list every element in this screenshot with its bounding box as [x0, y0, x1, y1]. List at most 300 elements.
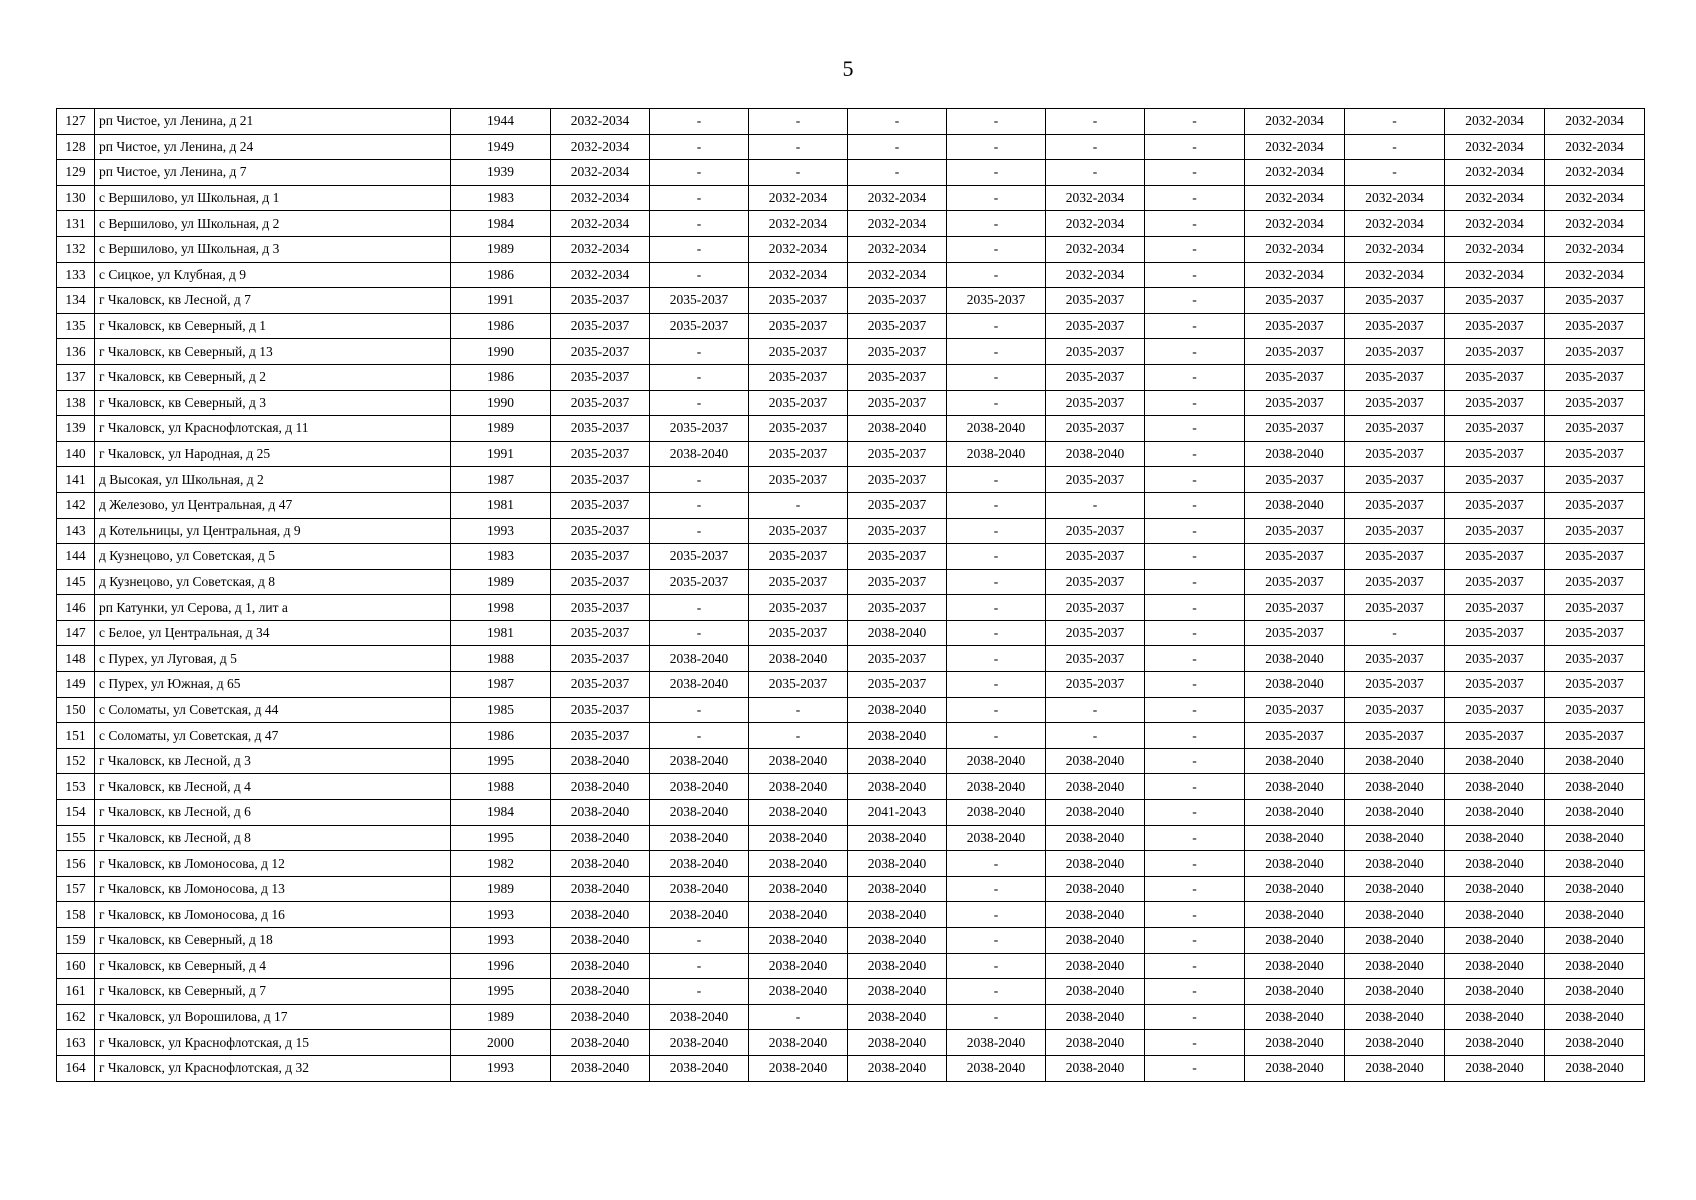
address-cell: г Чкаловск, ул Народная, д 25 — [95, 441, 451, 467]
period-cell: - — [1145, 288, 1245, 314]
period-cell: 2032-2034 — [749, 211, 848, 237]
table-row — [57, 211, 1645, 237]
table-row — [57, 288, 1645, 314]
period-cell: 2038-2040 — [1245, 748, 1345, 774]
period-cell: 2038-2040 — [848, 697, 947, 723]
period-cell: 2035-2037 — [1245, 288, 1345, 314]
table-row — [57, 544, 1645, 570]
period-cell: 2035-2037 — [1445, 364, 1545, 390]
period-cell: - — [650, 236, 749, 262]
period-cell: 2038-2040 — [1046, 748, 1145, 774]
table-row — [57, 979, 1645, 1005]
period-cell: 2038-2040 — [848, 723, 947, 749]
address-cell: д Кузнецово, ул Советская, д 8 — [95, 569, 451, 595]
address-cell: д Котельницы, ул Центральная, д 9 — [95, 518, 451, 544]
table-row — [57, 109, 1645, 135]
period-cell: 2032-2034 — [1046, 211, 1145, 237]
period-cell: - — [947, 185, 1046, 211]
period-cell: - — [1145, 825, 1245, 851]
period-cell: 2035-2037 — [551, 364, 650, 390]
period-cell: 2032-2034 — [1245, 211, 1345, 237]
period-cell: - — [947, 467, 1046, 493]
table-row — [57, 441, 1645, 467]
row-number-cell: 159 — [57, 928, 95, 954]
period-cell: - — [1046, 723, 1145, 749]
period-cell: 2035-2037 — [1445, 288, 1545, 314]
period-cell: - — [650, 697, 749, 723]
period-cell: 2038-2040 — [551, 928, 650, 954]
period-cell: - — [1145, 748, 1245, 774]
period-cell: - — [749, 697, 848, 723]
period-cell: - — [1145, 441, 1245, 467]
period-cell: - — [1145, 236, 1245, 262]
period-cell: 2038-2040 — [1245, 825, 1345, 851]
period-cell: - — [749, 160, 848, 186]
period-cell: 2035-2037 — [1245, 313, 1345, 339]
period-cell: 2038-2040 — [1445, 800, 1545, 826]
year-cell: 1989 — [451, 876, 551, 902]
period-cell: 2035-2037 — [1345, 518, 1445, 544]
period-cell: 2035-2037 — [1245, 518, 1345, 544]
period-cell: 2038-2040 — [1345, 1004, 1445, 1030]
period-cell: 2035-2037 — [749, 390, 848, 416]
period-cell: 2038-2040 — [650, 876, 749, 902]
period-cell: 2035-2037 — [1445, 390, 1545, 416]
period-cell: 2038-2040 — [1345, 979, 1445, 1005]
period-cell: 2035-2037 — [1245, 697, 1345, 723]
period-cell: - — [1145, 544, 1245, 570]
period-cell: 2035-2037 — [1046, 518, 1145, 544]
period-cell: 2038-2040 — [551, 851, 650, 877]
period-cell: - — [947, 364, 1046, 390]
period-cell: 2032-2034 — [1445, 262, 1545, 288]
period-cell: 2035-2037 — [848, 467, 947, 493]
period-cell: 2035-2037 — [1345, 492, 1445, 518]
period-cell: 2035-2037 — [1046, 646, 1145, 672]
period-cell: 2035-2037 — [551, 288, 650, 314]
period-cell: 2035-2037 — [1245, 620, 1345, 646]
period-cell: - — [947, 902, 1046, 928]
period-cell: 2035-2037 — [848, 595, 947, 621]
address-cell: г Чкаловск, кв Ломоносова, д 13 — [95, 876, 451, 902]
period-cell: 2035-2037 — [1545, 288, 1645, 314]
period-cell: 2032-2034 — [1345, 211, 1445, 237]
period-cell: 2038-2040 — [650, 902, 749, 928]
period-cell: 2038-2040 — [848, 953, 947, 979]
year-cell: 1981 — [451, 620, 551, 646]
period-cell: 2038-2040 — [551, 1004, 650, 1030]
period-cell: 2038-2040 — [848, 416, 947, 442]
period-cell: 2038-2040 — [1545, 979, 1645, 1005]
row-number-cell: 161 — [57, 979, 95, 1005]
period-cell: 2035-2037 — [551, 544, 650, 570]
year-cell: 1983 — [451, 544, 551, 570]
period-cell: 2032-2034 — [1445, 185, 1545, 211]
period-cell: - — [1145, 851, 1245, 877]
row-number-cell: 154 — [57, 800, 95, 826]
period-cell: - — [947, 851, 1046, 877]
period-cell: 2038-2040 — [1345, 876, 1445, 902]
period-cell: - — [650, 928, 749, 954]
table-row — [57, 185, 1645, 211]
period-cell: 2032-2034 — [1445, 134, 1545, 160]
period-cell: 2038-2040 — [1545, 748, 1645, 774]
period-cell: 2035-2037 — [749, 544, 848, 570]
address-cell: г Чкаловск, кв Северный, д 13 — [95, 339, 451, 365]
period-cell: 2038-2040 — [1245, 953, 1345, 979]
period-cell: 2038-2040 — [551, 953, 650, 979]
period-cell: 2038-2040 — [1545, 825, 1645, 851]
period-cell: 2032-2034 — [1345, 236, 1445, 262]
period-cell: 2038-2040 — [1245, 441, 1345, 467]
period-cell: 2038-2040 — [1245, 876, 1345, 902]
period-cell: - — [1145, 416, 1245, 442]
period-cell: 2038-2040 — [1046, 800, 1145, 826]
period-cell: - — [1145, 569, 1245, 595]
period-cell: 2038-2040 — [1545, 876, 1645, 902]
period-cell: 2035-2037 — [848, 390, 947, 416]
period-cell: 2035-2037 — [1046, 390, 1145, 416]
period-cell: 2035-2037 — [1046, 595, 1145, 621]
period-cell: 2035-2037 — [848, 313, 947, 339]
period-cell: 2032-2034 — [551, 134, 650, 160]
period-cell: 2038-2040 — [551, 902, 650, 928]
period-cell: 2035-2037 — [551, 416, 650, 442]
period-cell: - — [947, 211, 1046, 237]
period-cell: - — [947, 160, 1046, 186]
year-cell: 1986 — [451, 262, 551, 288]
period-cell: 2038-2040 — [1345, 953, 1445, 979]
row-number-cell: 132 — [57, 236, 95, 262]
period-cell: 2038-2040 — [1046, 876, 1145, 902]
period-cell: 2038-2040 — [1545, 953, 1645, 979]
year-cell: 1988 — [451, 646, 551, 672]
period-cell: 2038-2040 — [1046, 774, 1145, 800]
period-cell: 2038-2040 — [1545, 1030, 1645, 1056]
period-cell: - — [1145, 774, 1245, 800]
period-cell: 2032-2034 — [1545, 134, 1645, 160]
period-cell: 2038-2040 — [947, 800, 1046, 826]
row-number-cell: 152 — [57, 748, 95, 774]
period-cell: 2035-2037 — [1245, 364, 1345, 390]
period-cell: 2038-2040 — [551, 825, 650, 851]
row-number-cell: 157 — [57, 876, 95, 902]
address-cell: с Пурех, ул Южная, д 65 — [95, 672, 451, 698]
year-cell: 1996 — [451, 953, 551, 979]
row-number-cell: 147 — [57, 620, 95, 646]
row-number-cell: 134 — [57, 288, 95, 314]
period-cell: 2038-2040 — [1445, 1055, 1545, 1081]
period-cell: 2035-2037 — [749, 620, 848, 646]
period-cell: - — [1145, 672, 1245, 698]
year-cell: 1991 — [451, 441, 551, 467]
period-cell: 2038-2040 — [650, 748, 749, 774]
year-cell: 1989 — [451, 569, 551, 595]
period-cell: - — [1046, 492, 1145, 518]
period-cell: 2035-2037 — [1545, 672, 1645, 698]
period-cell: 2038-2040 — [1445, 1004, 1545, 1030]
period-cell: - — [1145, 800, 1245, 826]
row-number-cell: 142 — [57, 492, 95, 518]
period-cell: - — [947, 339, 1046, 365]
period-cell: 2032-2034 — [1445, 160, 1545, 186]
period-cell: - — [1046, 134, 1145, 160]
period-cell: 2032-2034 — [551, 185, 650, 211]
period-cell: 2035-2037 — [749, 518, 848, 544]
period-cell: 2035-2037 — [749, 339, 848, 365]
period-cell: 2035-2037 — [848, 288, 947, 314]
period-cell: 2038-2040 — [1245, 492, 1345, 518]
row-number-cell: 137 — [57, 364, 95, 390]
period-cell: - — [1145, 211, 1245, 237]
year-cell: 2000 — [451, 1030, 551, 1056]
period-cell: 2038-2040 — [650, 1055, 749, 1081]
period-cell: - — [947, 569, 1046, 595]
period-cell: 2035-2037 — [551, 339, 650, 365]
row-number-cell: 140 — [57, 441, 95, 467]
period-cell: 2035-2037 — [1545, 620, 1645, 646]
period-cell: - — [650, 185, 749, 211]
period-cell: 2035-2037 — [1046, 544, 1145, 570]
period-cell: 2038-2040 — [1046, 979, 1145, 1005]
year-cell: 1991 — [451, 288, 551, 314]
period-cell: 2032-2034 — [1245, 160, 1345, 186]
period-cell: - — [1145, 953, 1245, 979]
period-cell: - — [947, 876, 1046, 902]
period-cell: 2038-2040 — [1245, 928, 1345, 954]
period-cell: 2035-2037 — [1345, 723, 1445, 749]
address-cell: рп Чистое, ул Ленина, д 24 — [95, 134, 451, 160]
address-cell: с Вершилово, ул Школьная, д 2 — [95, 211, 451, 237]
period-cell: 2035-2037 — [1445, 492, 1545, 518]
period-cell: 2035-2037 — [1445, 672, 1545, 698]
period-cell: - — [947, 544, 1046, 570]
row-number-cell: 155 — [57, 825, 95, 851]
address-cell: г Чкаловск, кв Северный, д 3 — [95, 390, 451, 416]
address-cell: с Соломаты, ул Советская, д 47 — [95, 723, 451, 749]
address-cell: г Чкаловск, кв Ломоносова, д 16 — [95, 902, 451, 928]
year-cell: 1989 — [451, 236, 551, 262]
period-cell: 2038-2040 — [1445, 748, 1545, 774]
period-cell: 2035-2037 — [1545, 339, 1645, 365]
table-row — [57, 748, 1645, 774]
period-cell: - — [1145, 467, 1245, 493]
period-cell: 2038-2040 — [650, 774, 749, 800]
period-cell: 2035-2037 — [1545, 595, 1645, 621]
period-cell: - — [1145, 492, 1245, 518]
period-cell: 2038-2040 — [848, 851, 947, 877]
period-cell: 2038-2040 — [749, 928, 848, 954]
table-row — [57, 262, 1645, 288]
period-cell: 2038-2040 — [1245, 979, 1345, 1005]
period-cell: 2035-2037 — [1445, 620, 1545, 646]
period-cell: - — [650, 620, 749, 646]
year-cell: 1995 — [451, 748, 551, 774]
period-cell: 2035-2037 — [1345, 313, 1445, 339]
period-cell: - — [650, 492, 749, 518]
period-cell: 2035-2037 — [551, 569, 650, 595]
period-cell: 2035-2037 — [1345, 697, 1445, 723]
period-cell: 2035-2037 — [1046, 620, 1145, 646]
period-cell: 2035-2037 — [650, 416, 749, 442]
period-cell: 2035-2037 — [848, 544, 947, 570]
year-cell: 1993 — [451, 928, 551, 954]
period-cell: 2035-2037 — [749, 288, 848, 314]
period-cell: 2032-2034 — [1445, 211, 1545, 237]
address-cell: г Чкаловск, кв Северный, д 1 — [95, 313, 451, 339]
period-cell: 2035-2037 — [1345, 416, 1445, 442]
table-row — [57, 851, 1645, 877]
period-cell: - — [1145, 902, 1245, 928]
period-cell: 2038-2040 — [848, 902, 947, 928]
period-cell: 2032-2034 — [848, 262, 947, 288]
period-cell: 2035-2037 — [1545, 544, 1645, 570]
period-cell: 2035-2037 — [1245, 544, 1345, 570]
period-cell: - — [749, 723, 848, 749]
year-cell: 1985 — [451, 697, 551, 723]
period-cell: 2032-2034 — [848, 211, 947, 237]
address-cell: с Пурех, ул Луговая, д 5 — [95, 646, 451, 672]
row-number-cell: 148 — [57, 646, 95, 672]
period-cell: - — [1145, 1055, 1245, 1081]
period-cell: - — [650, 467, 749, 493]
table-row — [57, 518, 1645, 544]
period-cell: 2035-2037 — [1445, 518, 1545, 544]
period-cell: - — [848, 109, 947, 135]
address-cell: г Чкаловск, ул Краснофлотская, д 32 — [95, 1055, 451, 1081]
period-cell: 2035-2037 — [848, 518, 947, 544]
address-cell: д Железово, ул Центральная, д 47 — [95, 492, 451, 518]
table-row — [57, 1055, 1645, 1081]
period-cell: 2038-2040 — [650, 1030, 749, 1056]
period-cell: 2035-2037 — [1245, 390, 1345, 416]
row-number-cell: 151 — [57, 723, 95, 749]
row-number-cell: 153 — [57, 774, 95, 800]
address-cell: г Чкаловск, кв Северный, д 4 — [95, 953, 451, 979]
period-cell: 2035-2037 — [1245, 723, 1345, 749]
period-cell: 2038-2040 — [1245, 800, 1345, 826]
period-cell: - — [1145, 134, 1245, 160]
row-number-cell: 139 — [57, 416, 95, 442]
period-cell: - — [650, 723, 749, 749]
period-cell: - — [749, 492, 848, 518]
period-cell: - — [1345, 620, 1445, 646]
year-cell: 1995 — [451, 825, 551, 851]
period-cell: - — [1145, 518, 1245, 544]
period-cell: 2038-2040 — [749, 1055, 848, 1081]
period-cell: 2038-2040 — [1545, 928, 1645, 954]
period-cell: 2038-2040 — [848, 774, 947, 800]
year-cell: 1989 — [451, 416, 551, 442]
period-cell: 2032-2034 — [551, 211, 650, 237]
period-cell: 2032-2034 — [749, 236, 848, 262]
period-cell: 2038-2040 — [749, 953, 848, 979]
period-cell: 2032-2034 — [551, 160, 650, 186]
period-cell: 2035-2037 — [551, 620, 650, 646]
row-number-cell: 146 — [57, 595, 95, 621]
table-row — [57, 390, 1645, 416]
period-cell: 2038-2040 — [749, 902, 848, 928]
address-cell: г Чкаловск, кв Северный, д 18 — [95, 928, 451, 954]
period-cell: 2035-2037 — [1445, 723, 1545, 749]
row-number-cell: 149 — [57, 672, 95, 698]
year-cell: 1984 — [451, 800, 551, 826]
period-cell: 2035-2037 — [1445, 441, 1545, 467]
period-cell: 2038-2040 — [947, 1030, 1046, 1056]
period-cell: 2035-2037 — [1545, 441, 1645, 467]
period-cell: 2038-2040 — [749, 646, 848, 672]
period-cell: 2035-2037 — [1545, 569, 1645, 595]
period-cell: 2038-2040 — [1245, 672, 1345, 698]
table-row — [57, 902, 1645, 928]
address-cell: с Сицкое, ул Клубная, д 9 — [95, 262, 451, 288]
period-cell: - — [947, 646, 1046, 672]
period-cell: 2035-2037 — [1345, 288, 1445, 314]
period-cell: 2038-2040 — [1445, 774, 1545, 800]
period-cell: 2032-2034 — [551, 262, 650, 288]
year-cell: 1990 — [451, 390, 551, 416]
period-cell: - — [947, 620, 1046, 646]
period-cell: - — [947, 262, 1046, 288]
period-cell: 2035-2037 — [551, 595, 650, 621]
period-cell: 2038-2040 — [650, 672, 749, 698]
year-cell: 1986 — [451, 313, 551, 339]
address-cell: с Белое, ул Центральная, д 34 — [95, 620, 451, 646]
period-cell: 2038-2040 — [947, 748, 1046, 774]
row-number-cell: 145 — [57, 569, 95, 595]
row-number-cell: 144 — [57, 544, 95, 570]
period-cell: 2038-2040 — [1345, 902, 1445, 928]
period-cell: 2035-2037 — [551, 313, 650, 339]
address-cell: г Чкаловск, ул Краснофлотская, д 11 — [95, 416, 451, 442]
period-cell: - — [749, 134, 848, 160]
period-cell: - — [650, 160, 749, 186]
table-row — [57, 774, 1645, 800]
period-cell: 2038-2040 — [1445, 1030, 1545, 1056]
period-cell: 2038-2040 — [1545, 774, 1645, 800]
year-cell: 1998 — [451, 595, 551, 621]
table-row — [57, 723, 1645, 749]
period-cell: 2038-2040 — [947, 774, 1046, 800]
table-row — [57, 492, 1645, 518]
period-cell: 2035-2037 — [1445, 339, 1545, 365]
period-cell: 2038-2040 — [1245, 902, 1345, 928]
table-row — [57, 236, 1645, 262]
address-cell: г Чкаловск, кв Лесной, д 7 — [95, 288, 451, 314]
period-cell: - — [1046, 160, 1145, 186]
period-cell: 2038-2040 — [1345, 748, 1445, 774]
year-cell: 1993 — [451, 1055, 551, 1081]
period-cell: - — [1345, 160, 1445, 186]
address-cell: г Чкаловск, ул Краснофлотская, д 15 — [95, 1030, 451, 1056]
table-row — [57, 467, 1645, 493]
period-cell: 2038-2040 — [1545, 902, 1645, 928]
row-number-cell: 150 — [57, 697, 95, 723]
period-cell: - — [749, 109, 848, 135]
period-cell: 2038-2040 — [848, 979, 947, 1005]
period-cell: 2035-2037 — [1545, 697, 1645, 723]
period-cell: - — [947, 723, 1046, 749]
period-cell: 2035-2037 — [749, 595, 848, 621]
period-cell: 2038-2040 — [650, 851, 749, 877]
period-cell: 2038-2040 — [1545, 1055, 1645, 1081]
address-cell: с Вершилово, ул Школьная, д 3 — [95, 236, 451, 262]
period-cell: 2032-2034 — [1545, 160, 1645, 186]
period-cell: 2038-2040 — [650, 1004, 749, 1030]
period-cell: 2035-2037 — [848, 569, 947, 595]
row-number-cell: 164 — [57, 1055, 95, 1081]
period-cell: - — [947, 595, 1046, 621]
